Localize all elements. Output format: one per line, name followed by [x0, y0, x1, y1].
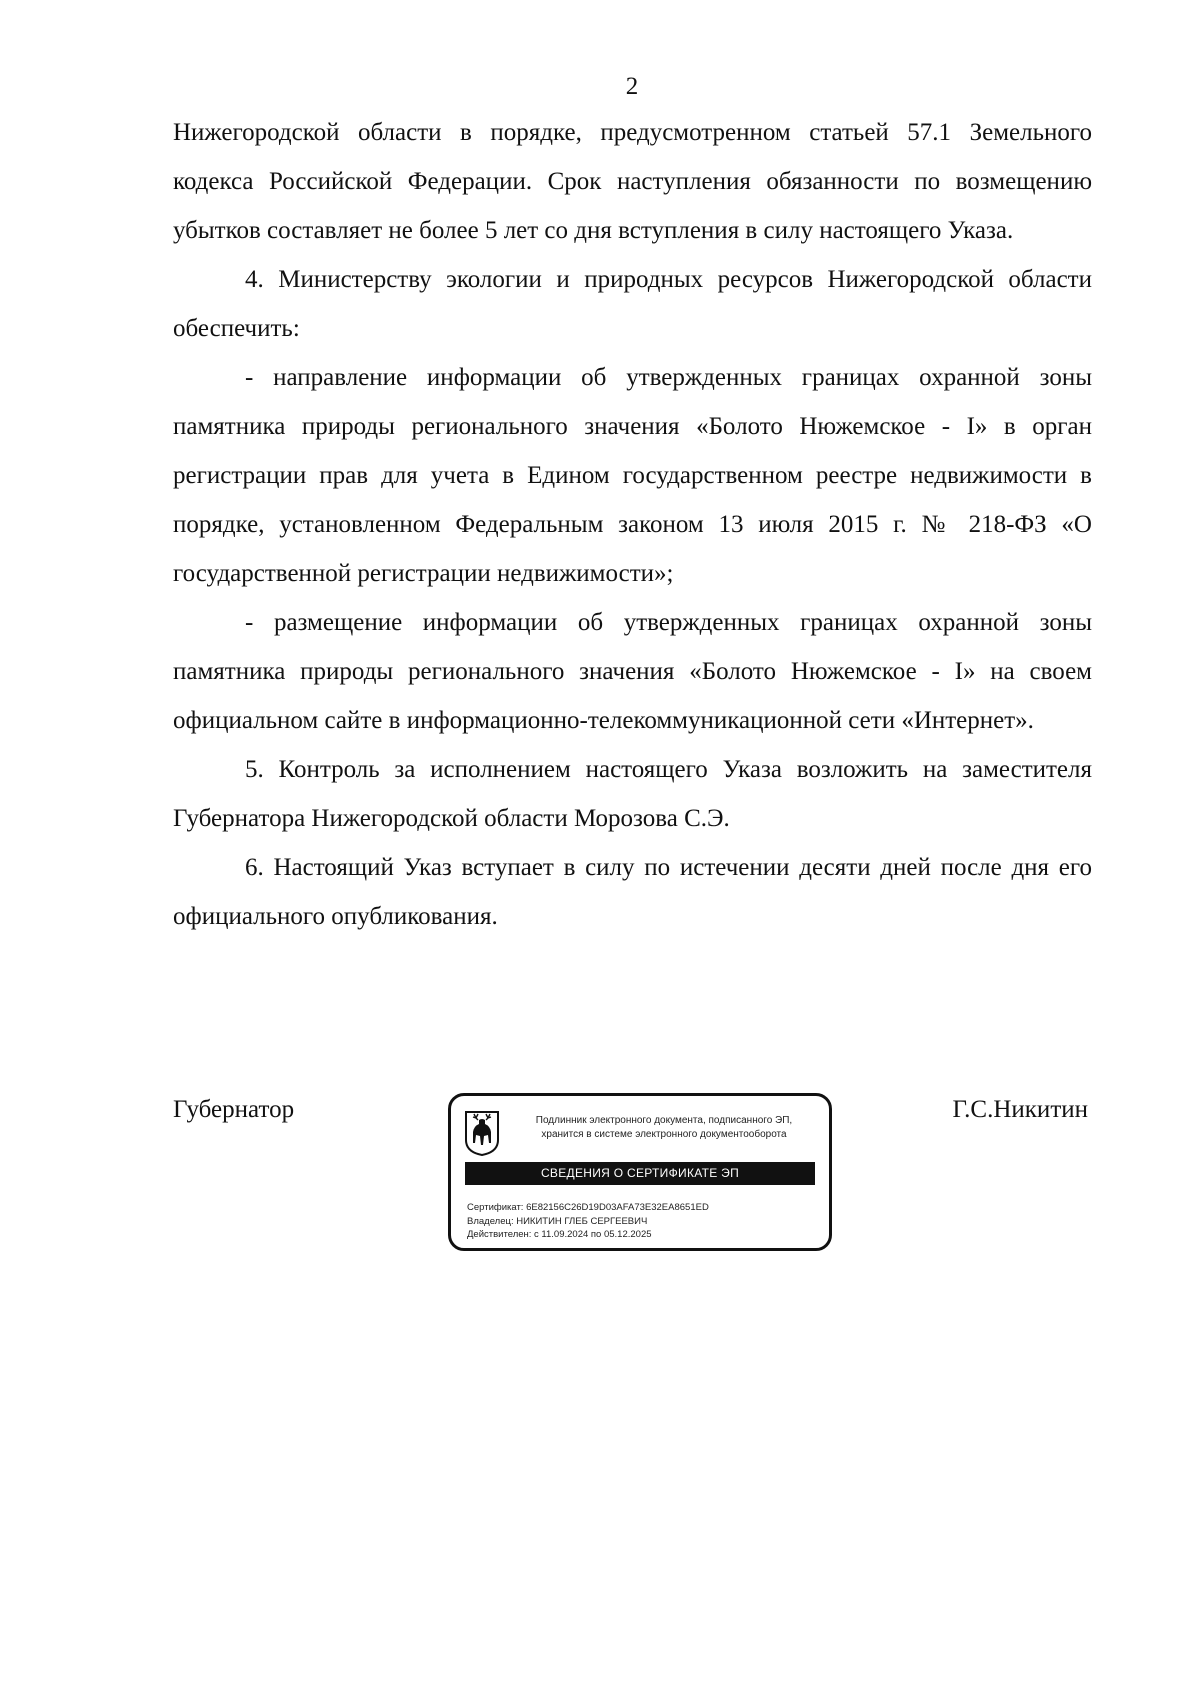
page-number: 2 — [625, 73, 639, 100]
certificate-details — [467, 1201, 819, 1242]
certificate-serial: Сертификат: 6E82156C26D19D03AFA73E32EA8651ED — [467, 1202, 709, 1213]
certificate-validity: Действителен: с 11.09.2024 по 05.12.2025 — [467, 1229, 652, 1240]
stamp-header — [507, 1114, 821, 1142]
paragraph-subitem-publication: - размещение информации об утвержденных границах охранной зоны памятника природы регионального значения «Болото Нюжемское - I» на своем официальном сайте в информационно-телекоммуникационной сети «Интернет». — [173, 609, 1092, 734]
certificate-owner: Владелец: НИКИТИН ГЛЕБ СЕРГЕЕВИЧ — [467, 1215, 648, 1227]
signer-title: Губернатор — [173, 1096, 295, 1123]
paragraph-item-5: 5. Контроль за исполнением настоящего Указа возложить на заместителя Губернатора Нижегородской области Морозова С.Э. — [173, 756, 1092, 832]
deer-emblem-icon — [464, 1110, 500, 1156]
stamp-header-line: Подлинник электронного документа, подписанного ЭП, — [535, 1115, 793, 1126]
electronic-signature-stamp — [448, 1093, 832, 1251]
stamp-header-line: хранится в системе электронного документооборота — [541, 1129, 787, 1140]
paragraph-item-6: 6. Настоящий Указ вступает в силу по истечении десяти дней после дня его официального опубликования. — [173, 854, 1092, 930]
signer-name: Г.С.Никитин — [952, 1096, 1088, 1123]
certificate-info-bar: СВЕДЕНИЯ О СЕРТИФИКАТЕ ЭП — [465, 1162, 815, 1185]
paragraph-item-4: 4. Министерству экологии и природных ресурсов Нижегородской области обеспечить: — [173, 266, 1092, 342]
document-body — [173, 108, 1092, 941]
paragraph-continuation: Нижегородской области в порядке, предусмотренном статьей 57.1 Земельного кодекса Российской Федерации. Срок наступления обязанности по возмещению убытков составляет не более 5 лет со дня вступления в силу настоящего Указа. — [173, 119, 1092, 244]
paragraph-subitem-registration: - направление информации об утвержденных границах охранной зоны памятника природы регионального значения «Болото Нюжемское - I» в орган регистрации прав для учета в Едином государственном реестре недвижимости в порядке, установленном Федеральным законом 13 июля 2015 г. № 218-ФЗ «О государственной регистрации недвижимости»; — [173, 364, 1092, 587]
